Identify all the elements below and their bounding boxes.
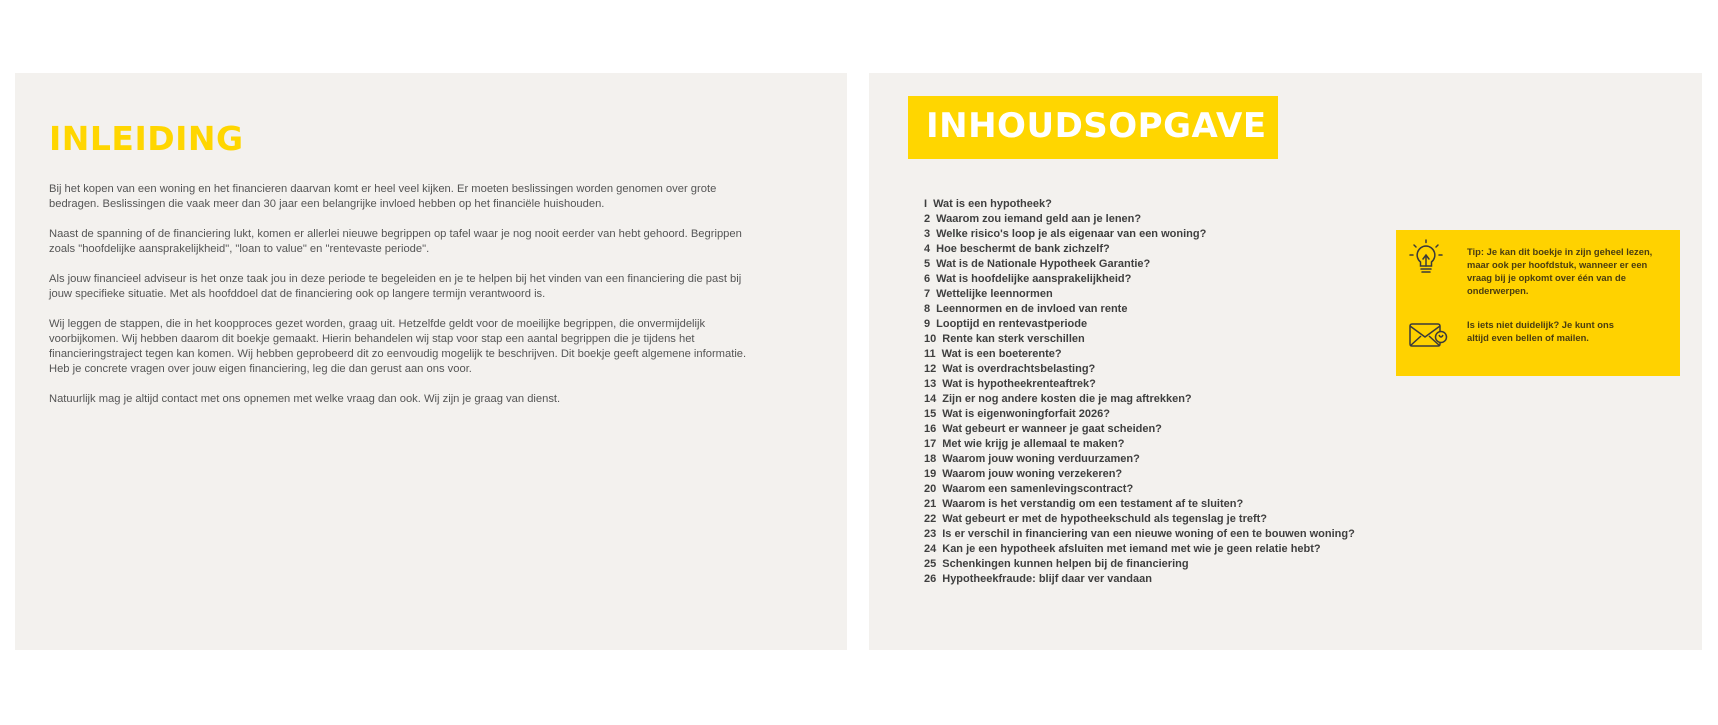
intro-paragraph-1: Bij het kopen van een woning en het financieren daarvan komt er heel veel kijken. Er moeten beslissingen worden genomen over grote bedragen. Beslissingen die vaak meer dan 30 jaar een belangrijke invloed hebben op het financiële huishouden. xyxy=(49,183,717,210)
toc-item[interactable] xyxy=(924,572,1355,587)
toc-item-title: Wat is een boeterente? xyxy=(941,348,1062,360)
toc-item-number: 9 xyxy=(924,318,931,330)
toc-item[interactable] xyxy=(924,257,1355,272)
toc-item-title: Welke risico's loop je als eigenaar van een woning? xyxy=(936,228,1207,240)
toc-item-title: Waarom jouw woning verduurzamen? xyxy=(942,453,1140,465)
toc-item-number: 22 xyxy=(924,513,937,525)
toc-item-title: Zijn er nog andere kosten die je mag aftrekken? xyxy=(942,393,1192,405)
toc-item-number: 5 xyxy=(924,258,931,270)
toc-item-title: Rente kan sterk verschillen xyxy=(942,333,1085,345)
toc-item-number: 18 xyxy=(924,453,937,465)
toc-item-number: 25 xyxy=(924,558,937,570)
toc-item[interactable] xyxy=(924,347,1355,362)
toc-item-number: 4 xyxy=(924,243,931,255)
toc-item-number: 21 xyxy=(924,498,937,510)
mail-icon xyxy=(1408,315,1448,355)
toc-item-title: Wat is de Nationale Hypotheek Garantie? xyxy=(936,258,1151,270)
toc-item[interactable] xyxy=(924,212,1355,227)
toc-item[interactable] xyxy=(924,317,1355,332)
toc-item-title: Leennormen en de invloed van rente xyxy=(936,303,1128,315)
toc-item-title: Hypotheekfraude: blijf daar ver vandaan xyxy=(942,573,1152,585)
toc-item-number: 13 xyxy=(924,378,937,390)
toc-item[interactable] xyxy=(924,527,1355,542)
toc-item[interactable] xyxy=(924,197,1355,212)
page-title-inhoudsopgave: INHOUDSOPGAVE xyxy=(926,106,1267,146)
toc-item-number: 16 xyxy=(924,423,937,435)
toc-item-number: 10 xyxy=(924,333,937,345)
toc-item-title: Hoe beschermt de bank zichzelf? xyxy=(936,243,1110,255)
toc-item[interactable] xyxy=(924,272,1355,287)
toc-item[interactable] xyxy=(924,392,1355,407)
toc-item-number: 3 xyxy=(924,228,931,240)
toc-item-title: Waarom zou iemand geld aan je lenen? xyxy=(936,213,1142,225)
toc-item-title: Kan je een hypotheek afsluiten met iemand met wie je geen relatie hebt? xyxy=(942,543,1321,555)
intro-text xyxy=(49,182,749,422)
toc-item-number: 8 xyxy=(924,303,931,315)
toc-item[interactable] xyxy=(924,227,1355,242)
toc-item-title: Met wie krijg je allemaal te maken? xyxy=(942,438,1125,450)
left-page xyxy=(15,73,847,650)
toc-item-title: Looptijd en rentevastperiode xyxy=(936,318,1088,330)
toc-item-title: Wat is hypotheekrenteaftrek? xyxy=(942,378,1096,390)
toc-item-title: Wat is overdrachtsbelasting? xyxy=(942,363,1096,375)
toc-title-box xyxy=(908,96,1278,159)
toc-item[interactable] xyxy=(924,332,1355,347)
intro-paragraph-3: Als jouw financieel adviseur is het onze taak jou in deze periode te begeleiden en je te helpen bij het vinden van een financiering die past bij jouw specifieke situatie. Met als hoofddoel dat de financiering ook op langere termijn verantwoord is. xyxy=(49,273,742,300)
toc-item-title: Is er verschil in financiering van een nieuwe woning of een te bouwen woning? xyxy=(942,528,1355,540)
toc-item-title: Wat is hoofdelijke aansprakelijkheid? xyxy=(936,273,1132,285)
intro-paragraph-4: Wij leggen de stappen, die in het koopproces gezet worden, graag uit. Hetzelfde geldt voor de moeilijke begrippen, die onvermijdelijk voorbijkomen. Wij hebben daarom dit boekje gemaakt. Hierin behandelen wij stap voor stap een aantal begrippen die je tijdens het financieringstraject tegen kan komen. Wij hebben geprobeerd dit zo eenvoudig mogelijk te beschrijven. Dit boekje geeft algemene informatie. Heb je concrete vragen over jouw eigen financiering, leg die dan gerust aan ons voor. xyxy=(49,318,747,375)
right-page xyxy=(869,73,1702,650)
page-title-inleiding: INLEIDING xyxy=(49,119,244,158)
intro-paragraph-2: Naast de spanning of de financiering lukt, komen er allerlei nieuwe begrippen op tafel waar je nog nooit eerder van hebt gehoord. Begrippen zoals "hoofdelijke aansprakelijkheid", "loan to value" en "rentevaste periode". xyxy=(49,228,742,255)
toc-item[interactable] xyxy=(924,377,1355,392)
toc-item-number: 23 xyxy=(924,528,937,540)
toc-item[interactable] xyxy=(924,437,1355,452)
toc-item[interactable] xyxy=(924,542,1355,557)
toc-item-number: 17 xyxy=(924,438,937,450)
toc-item-title: Waarom jouw woning verzekeren? xyxy=(942,468,1123,480)
toc-item-number: 7 xyxy=(924,288,931,300)
toc-item-title: Wat gebeurt er wanneer je gaat scheiden? xyxy=(942,423,1162,435)
toc-item-number: 2 xyxy=(924,213,931,225)
contact-text: Is iets niet duidelijk? Je kunt ons altijd even bellen of mailen. xyxy=(1467,319,1614,343)
toc-item-number: 26 xyxy=(924,573,937,585)
toc-item-number: I xyxy=(924,198,928,210)
toc-item-title: Wat is eigenwoningforfait 2026? xyxy=(942,408,1110,420)
toc-item-title: Wat gebeurt er met de hypotheekschuld als tegenslag je treft? xyxy=(942,513,1268,525)
toc-item-number: 14 xyxy=(924,393,937,405)
toc-item[interactable] xyxy=(924,407,1355,422)
toc-item-title: Waarom is het verstandig om een testament af te sluiten? xyxy=(942,498,1244,510)
toc-item-title: Wettelijke leennormen xyxy=(936,288,1053,300)
lightbulb-icon xyxy=(1406,238,1446,278)
toc-item-number: 19 xyxy=(924,468,937,480)
toc-item-number: 24 xyxy=(924,543,937,555)
toc-item-number: 12 xyxy=(924,363,937,375)
toc-item[interactable] xyxy=(924,242,1355,257)
toc-item[interactable] xyxy=(924,362,1355,377)
toc-item-number: 11 xyxy=(924,348,936,360)
toc-item[interactable] xyxy=(924,422,1355,437)
toc-item[interactable] xyxy=(924,467,1355,482)
table-of-contents xyxy=(924,197,1355,587)
tip-box xyxy=(1396,230,1680,376)
toc-item[interactable] xyxy=(924,287,1355,302)
toc-item-number: 15 xyxy=(924,408,937,420)
toc-item[interactable] xyxy=(924,302,1355,317)
toc-item-number: 20 xyxy=(924,483,937,495)
toc-item[interactable] xyxy=(924,452,1355,467)
toc-item-title: Schenkingen kunnen helpen bij de financiering xyxy=(942,558,1189,570)
toc-item[interactable] xyxy=(924,497,1355,512)
toc-item-title: Waarom een samenlevingscontract? xyxy=(942,483,1134,495)
toc-item-title: Wat is een hypotheek? xyxy=(933,198,1052,210)
intro-paragraph-5: Natuurlijk mag je altijd contact met ons opnemen met welke vraag dan ook. Wij zijn je graag van dienst. xyxy=(49,393,561,405)
toc-item-number: 6 xyxy=(924,273,931,285)
tip-text: Tip: Je kan dit boekje in zijn geheel lezen, maar ook per hoofdstuk, wanneer er een vraag bij je opkomt over één van de onderwerpen. xyxy=(1467,246,1653,296)
toc-item[interactable] xyxy=(924,557,1355,572)
toc-item[interactable] xyxy=(924,482,1355,497)
toc-item[interactable] xyxy=(924,512,1355,527)
